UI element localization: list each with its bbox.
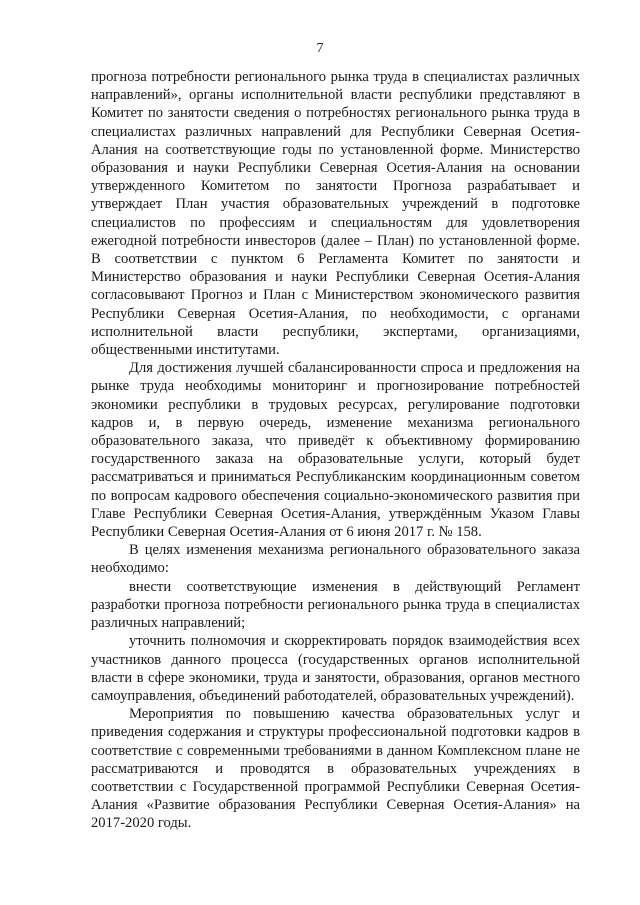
paragraph-balance-demand-supply: Для достижения лучшей сбалансированности спроса и предложения на рынке труда необходимы мониторинг и прогнозирование потребностей экономики республики в трудовых ресурсах, регулирование подготовки кадров и, в первую очередь, изменение механизма регионального образовательного заказа, что приведёт к объективному формированию государственного заказа на образовательные услуги, который будет рассматриваться и приниматься Республиканским координационным советом по вопросам кадрового обеспечения социально-экономического развития при Главе Республики Северная Осетия-Алания, утверждённым Указом Главы Республики Северная Осетия-Алания от 6 июня 2017 г. № 158. bbox=[91, 360, 580, 541]
document-body bbox=[91, 68, 580, 833]
list-item-amend-regulation: внести соответствующие изменения в действующий Регламент разработки прогноза потребности регионального рынка труда в специалистах различных направлений; bbox=[91, 578, 580, 632]
paragraph-continuation: прогноза потребности регионального рынка труда в специалистах различных направлений», органы исполнительной власти республики представляют в Комитет по занятости сведения о потребностях регионального рынка труда в специалистах различных направлений для Республики Северная Осетия-Алания на соответствующие годы по установленной форме. Министерство образования и науки Республики Северная Осетия-Алания на основании утвержденного Комитетом по занятости Прогноза разрабатывает и утверждает План участия образовательных учреждений в подготовке специалистов по профессиям и специальностям для удовлетворения ежегодной потребности инвесторов (далее – План) по установленной форме. В соответствии с пунктом 6 Регламента Комитет по занятости и Министерство образования и науки Республики Северная Осетия-Алания согласовывают Прогноз и План с Министерством экономического развития Республики Северная Осетия-Алания, по необходимости, с органами исполнительной власти республики, экспертами, организациями, общественными институтами. bbox=[91, 69, 580, 359]
paragraph-quality-measures: Мероприятия по повышению качества образовательных услуг и приведения содержания и структуры профессиональной подготовки кадров в соответствие с современными требованиями в данном Комплексном плане не рассматриваются и проводятся в образовательных учреждениях в соответствии с Государственной программой Республики Северная Осетия-Алания «Развитие образования Республики Северная Осетия-Алания» на 2017-2020 годы. bbox=[91, 706, 580, 832]
list-item-clarify-powers: уточнить полномочия и скорректировать порядок взаимодействия всех участников данного процесса (государственных органов исполнительной власти в сфере экономики, труда и занятости, образования, органов местного самоуправления, объединений работодателей, образовательных учреждений). bbox=[91, 633, 580, 704]
paragraph-mechanism-change-intro: В целях изменения механизма регионального образовательного заказа необходимо: bbox=[91, 542, 580, 577]
page-number: 7 bbox=[316, 41, 324, 56]
